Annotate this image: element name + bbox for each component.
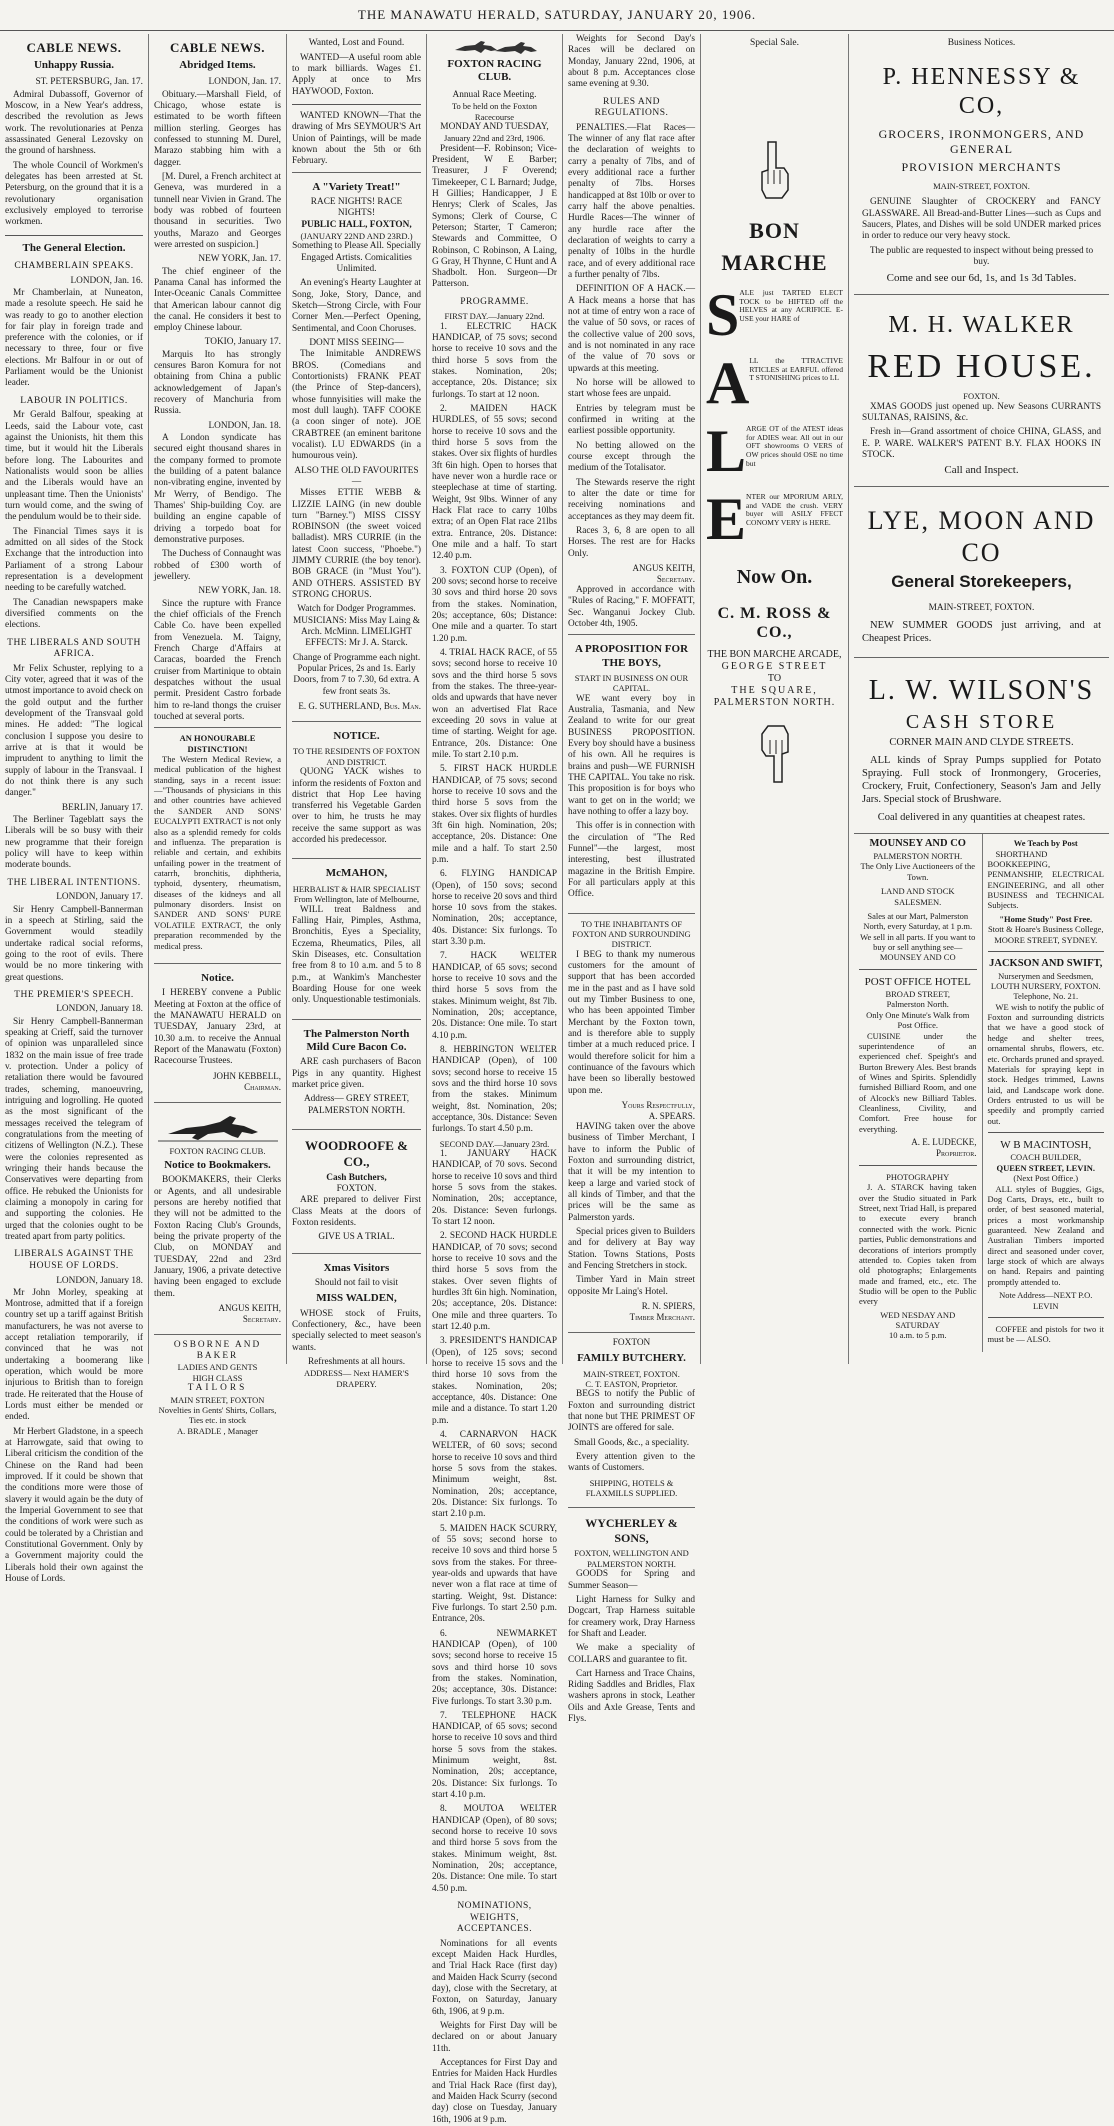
- macintosh-address: QUEEN STREET, LEVIN.: [996, 1162, 1096, 1173]
- lye-ad: [854, 486, 1109, 657]
- bacon-text: ARE cash purchasers of Bacon Pigs in any quantity. Highest market price given.: [292, 1057, 421, 1091]
- hennessy-address: MAIN-STREET, FOXTON.: [933, 180, 1030, 191]
- lye-text: NEW SUMMER GOODS just arriving, and at Cheapest Prices.: [862, 620, 1101, 645]
- rules-text: Entries by telegram must be confirmed in writing at the earliest possible opportunity.: [568, 403, 695, 437]
- article-text: The Financial Times says it is admitted on all sides of the Stock Exchange that the introduction into Parliament of a strong Labour representation is a development needing to be carefully watched.: [5, 526, 143, 594]
- cable-news-heading: CABLE NEWS.: [169, 40, 266, 55]
- macintosh-po: (Next Post Office.): [1013, 1173, 1079, 1184]
- article-text: Obituary.—Marshall Field, of Chicago, whose estate is estimated to be worth fifteen million sterling. Georges has confessed to stunning M. Durel, Marazo stabbing him with a dagger.: [154, 89, 281, 168]
- classified-text: WANTED—A useful room able to mark billiards. Wages £1. Apply at once to Mrs HAYWOOD, Foxton.: [292, 52, 421, 97]
- wilson-text: ALL kinds of Spray Pumps supplied for Potato Spraying. Full stock of Ironmongery, Groceries, Crockery, Fruit, Confectionery, Season's Jam and Jelly Jars. Special stock of Brushware.: [862, 755, 1101, 805]
- race-nights: RACE NIGHTS! RACE NIGHTS!: [310, 196, 403, 219]
- dateline: LONDON, January 17.: [56, 892, 143, 903]
- inhabitants-text: Timber Yard in Main street opposite Mr Laing's Hotel.: [568, 1275, 695, 1297]
- musicians: MUSICIANS: Miss May Laing & Arch. McMinn. LIMELIGHT EFFECTS: Mr J. A. Starck.: [292, 615, 421, 649]
- coffee-text: COFFEE and pistols for two it must be — ALSO.: [987, 1323, 1104, 1345]
- signature: A. SPEARS.: [648, 1110, 695, 1121]
- inhabitants-text: HAVING taken over the above business of Timber Merchant, I have to inform the Public of Foxton and surrounding district, that it will be my intention to keep a large and varied stock of all kinds of Timber, and that the prices will be the same as Palmerston yards.: [568, 1121, 695, 1223]
- pointing-hand-icon: [754, 140, 796, 200]
- walker-ad: [854, 294, 1109, 486]
- osborne-sub3: TAILORS: [187, 1383, 248, 1394]
- article-text: Sir Henry Campbell-Bannerman in a speech at Stirling, said the Government would steadily undertake radical social reforms, going to the root of evils. There would be no more tinkering with great questions.: [5, 904, 143, 983]
- column-7: [848, 34, 1114, 1364]
- inhabitants-text: I BEG to thank my numerous customers for the amount of support that has been accorded me in the past and as I have sold out my Timber Business to one, who has been appointed Timber Merchant by the Foxton town, and is therefore able to supply timber at a much reduced price. I would therefore solicit for him a continuance of the favours which have been so liberally bestowed upon me.: [568, 949, 695, 1096]
- dateline: NEW YORK, Jan. 17.: [198, 254, 281, 265]
- storekeepers: General Storekeepers,: [891, 572, 1072, 592]
- red-house: RED HOUSE.: [867, 347, 1096, 385]
- wilson-heading: L. W. WILSON'S: [868, 674, 1095, 706]
- hall-text: Something to Please All. Specially Engaged Artists. Comicalities Unlimited.: [292, 241, 421, 274]
- butchery-text: Small Goods, &c., a speciality.: [573, 1437, 690, 1448]
- old-favourites: ALSO THE OLD FAVOURITES—: [294, 465, 419, 487]
- hennessy-ad: [854, 53, 1109, 294]
- walker-text: Fresh in—Grand assortment of choice CHINA, GLASS, and E. P. WARE. WALKER'S PATENT B.Y. FLAX HOOKS IN STOCK.: [862, 427, 1101, 461]
- race: 7. HACK WELTER HANDICAP, of 65 sovs; second horse to receive 10 sovs and the third horse 5 sovs from the stakes. Minimum weight, 8st 7lb. Nomination, 20s; acceptance, 20s. Distance: One mile. To start 4.10 p.m.: [432, 951, 557, 1041]
- proposition-sub: START IN BUSINESS ON OUR CAPITAL.: [574, 673, 689, 694]
- variety-ad: [292, 172, 421, 718]
- article-text: Since the rupture with France the chief officials of the French Cable Co. have been expelled from Venezuela. M. Taigny, French Charge d'Affairs at Caracas, boarded the French cruiser from Martinique to obtain despatches without the usual permit. President Castro forbade him to re-land thongs the cruiser touched at several ports.: [154, 598, 281, 722]
- bacon-ad: [292, 1019, 421, 1125]
- hennessy-tables: Come and see our 6d, 1s, and 1s 3d Tables.: [886, 272, 1077, 285]
- mcmahon-heading: McMAHON,: [325, 867, 388, 880]
- jackson-text: WE wish to notify the public of Foxton and surrounding districts that we have a good stock of hedge and shelter trees, ornamental shrubs, flowers, etc. etc. Orchards pruned and sprayed. Materials for spraying kept in stock. Hedges trimmed, Lawns laid, and Landscape work done. Orders entrusted to us will be speedily and promptly carried out.: [987, 1001, 1104, 1126]
- xmas-text: WHOSE stock of Fruits, Confectionery, &c., have been specially selected to meet season's wants.: [292, 1308, 421, 1353]
- walker-place: FOXTON.: [963, 391, 1000, 402]
- cash-store: CASH STORE: [905, 711, 1058, 734]
- held: To be held on the Foxton Racecourse: [451, 101, 538, 122]
- race: 6. NEWMARKET HANDICAP (Open), of 100 sovs; second horse to receive 15 sovs and third horse 10 sovs from the stakes. Nomination, 20s; acceptance, 30s. Distance: Five furlongs. To start 3.30 p.m.: [432, 1628, 557, 1707]
- manager: E. G. SUTHERLAND, Bus. Man.: [298, 701, 421, 712]
- notice-ad: [154, 963, 281, 1098]
- column-2: [148, 34, 286, 1436]
- column-header: Wanted, Lost and Found.: [308, 38, 405, 48]
- article-text: Admiral Dubassoff, Governor of Moscow, in a New Year's address, described the revolution as Jews work. The revolutionaries at Penza assassinated General Lezovsky on the ground of harshness.: [5, 89, 143, 157]
- hotel-location: Palmerston North.: [886, 999, 949, 1010]
- race: 1. ELECTRIC HACK HANDICAP, of 75 sovs; second horse to receive 10 sovs and the third horse 5 sovs from the stakes. Nomination, 20s; acceptance, 20s. Distance; six furlongs. To start at 12 noon.: [432, 321, 557, 400]
- dont-miss: DONT MISS SEEING—: [309, 337, 404, 348]
- article-text: The Berliner Tageblatt says the Liberals will be so busy with their new programme that their foreign policy will have to keep within moderate bounds.: [5, 815, 143, 871]
- article-text: The Canadian newspapers make diversified comments on the elections.: [5, 597, 143, 631]
- notice-sub: TO THE RESIDENTS OF FOXTON AND DISTRICT.: [292, 746, 421, 767]
- hennessy-text: GENUINE Slaughter of CROCKERY and FANCY GLASSWARE. All Bread-and-Butter Lines—such as Cups and Saucers, Plates, and Dishes will be sold UNDER marked prices in order to reduce our very heavy stock.: [862, 197, 1101, 242]
- dates: MONDAY AND TUESDAY,: [440, 121, 549, 132]
- rules-text: DEFINITION OF A HACK.—A Hack means a horse that has not at time of entry won a race of the value of 50 sovs, or races of the collective value of 200 sovs, and is not nominated in any race of the value of 70 sovs or upwards at this meeting.: [568, 284, 695, 374]
- osborne-sub: LADIES AND GENTS: [177, 1362, 258, 1373]
- dateline: ST. PETERSBURG, Jan. 17.: [35, 77, 143, 88]
- wycherley-heading: WYCHERLEY & SONS,: [585, 1516, 678, 1545]
- macintosh-note: Note Address—NEXT P.O. LEVIN: [999, 1290, 1093, 1311]
- sale-l-text: ARGE OT of the ATEST ideas for ADIES wear. All out in our OFT showrooms O VERS of OW prices should OSE no time but: [746, 424, 843, 468]
- hotel-proprietor-title: Proprietor.: [936, 1148, 977, 1159]
- palmerston: PALMERSTON NORTH.: [713, 697, 836, 709]
- osborne-manager: A. BRADLE , Manager: [177, 1425, 258, 1436]
- signature: Timber Merchant.: [629, 1311, 695, 1322]
- bacon-heading: The Palmerston North Mild Cure Bacon Co.: [303, 1027, 410, 1053]
- chamberlain-subheading: CHAMBERLAIN SPEAKS.: [14, 260, 134, 271]
- butchery-proprietor: C. T. EASTON, Proprietor.: [585, 1378, 678, 1389]
- classified-text: WANTED KNOWN—That the drawing of Mrs SEYMOUR'S Art Union of Paintings, will be made known about the 5th or 6th February.: [292, 110, 421, 167]
- marche-heading: MARCHE: [721, 250, 828, 276]
- race: 4. CARNARVON HACK WELTER, of 60 sovs; second horse to receive 10 sovs and third horse 5 sovs from the stakes. Minimum weight, 8st. Nomination, 20s; acceptance, 20s. Distance: Six furlongs. To start 2.10 p.m.: [432, 1429, 557, 1520]
- race: 7. TELEPHONE HACK HANDICAP, of 65 sovs; second horse to receive 10 sovs and third horse 5 sovs from the stakes. Minimum weight, 8st. Nomination, 20s; acceptance, 20s. Distance: Six furlongs. To start 4.10 p.m.: [432, 1710, 557, 1801]
- grocers: GROCERS, IRONMONGERS, AND GENERAL: [878, 127, 1085, 156]
- dateline: TOKIO, January 17.: [204, 337, 281, 348]
- photo-heading: PHOTOGRAPHY: [886, 1172, 950, 1183]
- sale-letter-a: A: [706, 350, 750, 417]
- inhabitants-ad: [568, 913, 695, 1328]
- bookmakers-heading: Notice to Bookmakers.: [164, 1158, 271, 1171]
- officers: President—F. Robinson; Vice-President, W E Barber; Treasurer, J F Overend; Timekeeper, C L Barnard; Judge, H Gillies; Handicapper, J E Henrys; Clerk of Scales, Jas Symons; Clerk of Course, C Peterson; Starter, T Cameron; Stewards and Committee, O Robinson, C Robinson, A Laing, G Gray, H Thynne, C Hunt and A Shadbolt. Hon. Surgeon—Dr Patterson.: [432, 143, 557, 290]
- article-text: Mr Herbert Gladstone, in a speech at Harrowgate, said that owing to Liberal criticism the condition of the Chinese on the Rand had been improved. If it could be shown that the conditions more were those of slavery it would again be the duty of the Imperial Government to see that the conditions of work were such as could be tolerated by a Christian and Constitutional Government. Only by a Government majority could the Liberals hold their own against the House of Lords.: [5, 1426, 143, 1585]
- butchery-address: MAIN-STREET, FOXTON.: [583, 1368, 680, 1379]
- hall-name: PUBLIC HALL, FOXTON,: [301, 219, 412, 230]
- article-text: Marquis Ito has strongly censures Baron Komura for not obtaining from China a public acknowledgement of Japan's recovery of Manchuria from Russia.: [154, 349, 281, 417]
- column-4: [426, 34, 562, 2125]
- dateline: LONDON, January 18.: [56, 1004, 143, 1015]
- rules-text: PENALTIES.—Flat Races—The winner of any flat race after the declaration of weights to carry a penalty of 7lbs, and of every additional race a further penalty of 7lbs. Horses handicapped at 8st 10lb or over to carry half the above penalties. Hurdle Races—The winner of any hurdle race after the declaration of weights to carry a penalty of 10lbs in the hurdle race, and of every additional race a further penalty of 7lbs.: [568, 122, 695, 281]
- hotel-heading: POST OFFICE HOTEL: [864, 975, 971, 988]
- dateline: LONDON, Jan. 17.: [208, 77, 281, 88]
- bacon-address: Address— GREY STREET, PALMERSTON NORTH.: [303, 1094, 410, 1116]
- notice-text: QUONG YACK wishes to inform the residents of Foxton and district that Hop Lee having transferred his Vegetable Garden over to him, he trusts he may receive the same support as was accorded his predecessor.: [292, 767, 421, 846]
- xmas-heading: Xmas Visitors: [323, 1261, 390, 1274]
- signature-title: Secretary.: [242, 1313, 281, 1324]
- woodroofe-trial: GIVE US A TRIAL.: [318, 1232, 395, 1243]
- divider: [292, 104, 421, 105]
- xmas-address: ADDRESS— Next HAMER'S DRAPERY.: [304, 1368, 409, 1389]
- club-heading: FOXTON RACING CLUB.: [447, 58, 542, 84]
- article-text: Mr Felix Schuster, replying to a City voter, agreed that it was of the utmost importance to avoid check on the gold output and the further development of the Transvaal gold mines. He added: "The logical conclusion I suppose you desire to arrive at is that it would be imprudent to anything to limit the supply of labour in the Transvaal. I do not think there is any such danger.": [5, 663, 143, 799]
- abridged-subheading: Abridged Items.: [179, 58, 256, 71]
- provision: PROVISION MERCHANTS: [901, 160, 1062, 175]
- signature: ANGUS KEITH,: [218, 1302, 281, 1313]
- hennessy-note: The public are requested to inspect without being pressed to buy.: [869, 245, 1094, 267]
- osborne-title: OSBORNE AND BAKER: [173, 1339, 262, 1362]
- hall-text: An evening's Hearty Laughter at Song, Joke, Story, Dance, and Sketch—Strong Circle, with Four Corner Men.—Perfect Opening, Sentimental, and Coon Choruses.: [292, 278, 421, 334]
- signature: Yours Respectfully,: [621, 1099, 695, 1110]
- wycherley-text: We make a speciality of COLLARS and guarantee to fit.: [568, 1643, 695, 1665]
- wilson-ad: [854, 657, 1109, 833]
- hotel-proprietor: A. E. LUDECKE,: [911, 1137, 977, 1148]
- jackson-telephone: Telephone, No. 21.: [1013, 991, 1079, 1002]
- article-text: [M. Durel, a French architect at Geneva, was murdered in a tunnell near Vivien in Grand. The body was robbed of fourteen thousand in securities. Two youths, Marazo and Georges were arrested on suspicion.]: [154, 171, 281, 250]
- proposition-heading: A PROPOSITION FOR THE BOYS,: [574, 643, 689, 669]
- call-inspect: Call and Inspect.: [944, 464, 1019, 477]
- bookmakers-text: BOOKMAKERS, their Clerks or Agents, and all undesirable persons are hereby notified that they will not be admitted to the Foxton Racing Club's Grounds, being the private property of the Club, on MONDAY and TUESDAY, 22nd and 23rd January, 1906, a private detective having been engaged to exclude them.: [154, 1175, 281, 1299]
- column-3: [286, 34, 426, 1389]
- article-text: A London syndicate has secured eight thousand shares in the company formed to promote the building of a patent balance non-vibrating engine, invented by Mr Werry, of Bendigo. The Thames' Ship-building Coy. are building an engine capable of driving a torpedo boat for demonstrative purposes.: [154, 433, 281, 546]
- osborne-address: MAIN STREET, FOXTON: [170, 1394, 265, 1405]
- article-text: Mr John Morley, speaking at Montrose, admitted that if a foreign country set up a tariff against British manufacturers, he was not averse to accept retaliation temporarily, if convinced that he was not undertaking a boomerang like operation, which would be more injurious to British than to foreign trade. He reiterated that the House of Lords must either be mended or ended.: [5, 1287, 143, 1423]
- osborne-ad: [154, 1334, 281, 1441]
- butchery-text: Every attention given to the wants of Customers.: [568, 1451, 695, 1474]
- mcmahon-ad: [292, 858, 421, 1014]
- wycherley-items: Cart Harness and Trace Chains, Riding Saddles and Bridles, Flax washers aprons in stock, Leather Oils and Axle Grease, Tents and Flys.: [568, 1668, 695, 1725]
- column-6: [700, 34, 848, 1364]
- divider: [988, 1317, 1105, 1318]
- proposition-text: WE want every boy in Australia, Tasmania, and New Zealand to write for our great BUSINESS PROPOSITION. Every boy should have a business of his own. All he requires is brains and push—WE FURNISH THE CAPITAL. You take no risk. This proposition is for boys who want to get on in the world; we have nothing to offer a lazy boy.: [568, 693, 695, 817]
- divider: [859, 1165, 977, 1166]
- notice-ad: [292, 721, 421, 854]
- woodroofe-ad: [292, 1129, 421, 1249]
- inhabitants-heading: TO THE INHABITANTS OF FOXTON AND SURROUNDING DISTRICT.: [572, 918, 691, 950]
- column-1: [0, 34, 148, 1585]
- performers: The Inimitable ANDREWS BROS. (Comedians and Contortionists) FRANK PEAT (the Prince of Step-dancers), whose funnyisities will make the most dull laugh). TAFF COOKE (a coon singer of note). JOE CRABTREE (an eminent baritone vocalist). LU EDWARDS (in a humourous vein).: [292, 349, 421, 462]
- sale-a-text: LL the TTRACTIVE RTICLES at EARFUL offered T STONISHING prices to LL: [749, 356, 843, 383]
- bottom-ads: [854, 833, 1109, 1351]
- george-street: GEORGE STREET: [721, 660, 828, 672]
- shipping: SHIPPING, HOTELS & FLAXMILLS SUPPLIED.: [585, 1477, 678, 1498]
- bookmakers-ad: [154, 1102, 281, 1330]
- dateline: LONDON, Jan. 16.: [70, 275, 143, 286]
- honour-text: The Western Medical Review, a medical publication of the highest standing, says in a recent issue:—"Thousands of physicians in this and other countries have achieved the SANDER AND SONS' EUCALYPTI EXTRACT is not only also as a splendid remedy for colds and influenza. The preparation is reliable and certain, and exhibits unfailing power in the treatment of catarrh, bronchitis, diphtheria, typhoid, dysentery, rheumatism, diseases of the kidneys and all pulmonary disorders. Insist on SANDER AND SONS' PURE VOLATILE EXTRACT, the only preparation recommended by the medical press.: [154, 754, 281, 951]
- sale-letter-e: E: [706, 486, 747, 553]
- race: 8. HEBRINGTON WELTER HANDICAP (Open), of 100 sovs; second horse to receive 15 sovs and the third horse 10 sovs from the stakes. Minimum weight, 8st. Nomination, 20s; acceptance, 30s. Distance: Seven furlongs. To start 4.50 p.m.: [432, 1045, 557, 1135]
- programme-heading: PROGRAMME.: [460, 296, 529, 307]
- hall-dates: (JANUARY 22ND AND 23RD.): [300, 230, 413, 241]
- dateline: LONDON, Jan. 18.: [208, 420, 281, 431]
- hennessy-heading: P. HENNESSY & CO,: [882, 63, 1081, 119]
- race: 4. TRIAL HACK RACE, of 55 sovs; second horse to receive 10 sovs and the third horse 5 sovs from the stakes. The three-year-olds and upwards that have never won an advertised Flat Race exceeding 20 sovs in value at time of starting. Weight for age. Entrance, 20s. Distance: One mile. To start 2.10 p.m.: [432, 647, 557, 760]
- proposition-text: This offer is in connection with the circulation of "The Red Funnel"—the largest, most interesting, best illustrated magazine in the British Empire. For all particulars apply at this Office.: [568, 821, 695, 900]
- honour-ad: [154, 727, 281, 959]
- favourites: Misses ETTIE WEBB & LIZZIE LAING (in new double turn "Barney.") MISS CISSY ROBINSON (the sweet voiced balladist). MRS CURRIE (in the latest Coon success, "Phoebe.") JIMMY CURRIE (the boy tenor). BOB GRACE (in "Must You"). AND OTHERS. ASSISTED BY STRONG CHORUS.: [292, 488, 421, 601]
- divider: [859, 969, 977, 970]
- race: 1. JANUARY HACK HANDICAP, of 70 sovs. Second horse to receive 10 sovs and third horse 5 sovs from the stakes. Nomination, 20s; acceptance, 20s. Distance: Seven furlongs. To start 12 noon.: [432, 1149, 557, 1228]
- rules-heading: RULES AND REGULATIONS.: [594, 96, 669, 119]
- masthead: THE MANAWATU HERALD, SATURDAY, JANUARY 20, 1906.: [0, 0, 1114, 31]
- rules-text: Races 3, 6, 8 are open to all Horses. The rest are for Hacks Only.: [568, 525, 695, 559]
- coal: Coal delivered in any quantities at cheapest rates.: [877, 812, 1086, 824]
- lye-address: MAIN-STREET, FOXTON.: [928, 603, 1035, 614]
- article-text: Mr Chamberlain, at Nuneaton, made a resolute speech. He said he was ready to go to another election for fair play in foreign trade and preference with the colonies, or if necessary to three, four or five elections. Mr Balfour in or out of Parliament would be the Unionist leader.: [5, 287, 143, 389]
- macintosh-sub: COACH BUILDER,: [1010, 1152, 1082, 1163]
- ross-heading: C. M. ROSS & CO.,: [717, 604, 832, 642]
- xmas-refreshments: Refreshments at all hours.: [307, 1357, 406, 1368]
- rules-text: No horse will be allowed to start whose fees are unpaid.: [568, 378, 695, 400]
- xmas-name: MISS WALDEN,: [316, 1292, 397, 1305]
- sale-s-row: [706, 282, 843, 349]
- hotel-text: CUISINE under the superintendence of an experienced chef. Speight's and Burton Brewery Ales. Best brands of Wines and Spirits. Splendidly furnished Billiard Room, and one of Alcock's new Billiard Tables. Cleanliness, Civility, and Comfort. Free house for everything.: [859, 1030, 977, 1134]
- jackson-address: LOUTH NURSERY, FOXTON.: [990, 981, 1101, 992]
- jackson-heading: JACKSON AND SWIFT,: [989, 957, 1103, 969]
- weights-text: Weights for Second Day's Races will be declared on Monday, January 22nd, 1906, at about 8 p.m. Acceptances close same evening at 9.30.: [568, 34, 695, 90]
- sale-l-row: [706, 418, 843, 485]
- race: 8. MOUTOA WELTER HANDICAP (Open), of 80 sovs; second horse to receive 10 sovs and third horse 5 sovs from the stakes. Minimum weight, 8st. Nomination, 20s; acceptance, 20s. Distance: One mile. To start 4.50 p.m.: [432, 1804, 557, 1894]
- dateline: NEW YORK, Jan. 18.: [198, 586, 281, 597]
- sale-letter-s: S: [706, 282, 740, 349]
- meeting: Annual Race Meeting.: [452, 89, 537, 100]
- nominations-text: Weights for First Day will be declared on or about January 11th.: [432, 2021, 557, 2054]
- divider: [988, 1132, 1105, 1133]
- xmas-ad: [292, 1253, 421, 1395]
- election-heading: The General Election.: [22, 241, 126, 254]
- to: TO: [767, 673, 782, 685]
- rules-text: The Stewards reserve the right to alter the date or time for receiving nominations and acceptances as they may deem fit.: [568, 477, 695, 522]
- race: 6. FLYING HANDICAP (Open), of 150 sovs; second horse to receive 20 sovs and third horse 10 sovs from the stakes. Nomination, 20s; acceptance, 40s. Distance: Six furlongs. To start 3.30 p.m.: [432, 869, 557, 948]
- osborne-text: Novelties in Gents' Shirts, Collars, Ties etc. in stock: [158, 1404, 277, 1426]
- butchery-ad: [568, 1332, 695, 1503]
- lye-heading: LYE, MOON AND CO: [867, 505, 1096, 567]
- walker-text: XMAS GOODS just opened up. New Seasons CURRANTS SULTANAS, RAISINS, &c.: [862, 401, 1101, 424]
- sale-e-row: [706, 486, 843, 553]
- divider: [5, 235, 143, 236]
- article-text: Sir Henry Campbell-Bannerman speaking at Crieff, said the turnover of opinion was unparalleled since 1832 on the main issue of free trade v. protection. Under a policy of retaliation there would be favoured trades, scheming, manoeuvring, intriguing and logrolling. He quoted as the most significant of the messages received the telegram of congratulations from the meeting of citizens of Wellington (N.Z.). These were the colonies represented as wringing their hands because the Conservatives were departing from office. He rebuked the Unionists for claiming a monopoly in caring for and supporting the colonies. He urged that the colonies ought to be treated apart from party politics.: [5, 1016, 143, 1243]
- signature: ANGUS KEITH,: [632, 562, 695, 573]
- inhabitants-text: Special prices given to Builders and for delivery at Bay way Station. Towns Stations, Posts and Fencing Stretchers in stock.: [568, 1226, 695, 1271]
- notice-text: I HEREBY convene a Public Meeting at Foxton at the office of the MANAWATU HERALD on TUESDAY, January 23rd, at 10.30 a.m. to receive the Annual Report of the Manawatu (Foxton) Racecourse Trustees.: [154, 988, 281, 1067]
- mounsey-sell: We sell in all parts. If you want to buy or sell anything see—: [860, 931, 976, 952]
- rules-approved: Approved in accordance with "Rules of Racing," F. MOFFATT, Sec. Wanganui Jockey Club. October 4th, 1905.: [568, 584, 695, 629]
- proposition-ad: [568, 634, 695, 908]
- pointing-hand-icon: [754, 724, 796, 784]
- woodroofe-sub: Cash Butchers,: [326, 1172, 387, 1183]
- left-ads: [854, 834, 982, 1351]
- premier-heading: THE PREMIER'S SPEECH.: [14, 989, 134, 1000]
- woodroofe-place: FOXTON.: [336, 1184, 377, 1195]
- notice-heading: NOTICE.: [333, 730, 380, 743]
- sale-e-text: NTER our MPORIUM ARLY, and VADE the crush. VERY buyer will ASILY FFECT CONOMY VERY is HERE.: [746, 492, 843, 528]
- photo-text: J. A. STARCK having taken over the Studio situated in Park Street, next Triad Hall, is prepared to execute every branch connected with the work. Picnic parties, Public demonstrations and decorations of interiors promptly attended to. Copies taken from old photographs; Enlargements made and framed, etc., etc. The Studio will be open to the Public every: [859, 1182, 977, 1307]
- sale-letter-l: L: [706, 418, 747, 485]
- post-address: Stott & Hoare's Business College, MOORE STREET, SYDNEY.: [987, 924, 1104, 945]
- xmas-sub: Should not fail to visit: [314, 1278, 399, 1289]
- right-ads: [982, 834, 1110, 1351]
- day-heading: FIRST DAY.—January 22nd.: [444, 311, 545, 322]
- wilson-address: CORNER MAIN AND CLYDE STREETS.: [889, 736, 1074, 748]
- article-text: Mr Gerald Balfour, speaking at Leeds, said the Labour vote, cast against the Unionists, hit them this time, but it would hit the Liberals before long. The Labourites and Nationalists would soon be allies and the Liberals would have an unpleasant time. Then the Unionists' turn would come, and the swing of the pendulum would be to their side.: [5, 410, 143, 523]
- mounsey-sales: Sales at our Mart, Palmerston North, every Saturday, at 1 p.m.: [863, 910, 973, 932]
- bon-heading: BON: [749, 217, 800, 243]
- woodroofe-text: ARE prepared to deliver First Class Meats at the doors of Foxton residents.: [292, 1195, 421, 1229]
- russia-subheading: Unhappy Russia.: [33, 58, 115, 71]
- wycherley-ad: [568, 1507, 695, 1733]
- wycherley-text: GOODS for Spring and Summer Season—: [568, 1569, 695, 1591]
- sale-s-text: ALE just TARTED ELECT TOCK to be HIFTED off the HELVES at any ACRIFICE. E-USE your HARE of: [739, 288, 843, 324]
- photo-days: WED NESDAY AND SATURDAY: [880, 1309, 956, 1331]
- prices: Popular Prices, 2s and 1s. Early Doors, from 7 to 7.30, 6d extra. A few front seats 3s.: [293, 664, 420, 697]
- butchery-text: BEGS to notify the Public of Foxton and surrounding district that none but THE PRIMEST OF JOINTS are offered for sale.: [568, 1389, 695, 1434]
- mcmahon-text: WILL treat Baldness and Falling Hair, Pimples, Asthma, Bronchitis, Eyes a Speciality, Eczema, Rheumatics, Piles, all Skin Diseases, etc. Consultation free from 8 to 10 a.m. and 5 to 8 p.m., at Wankim's Manchester Boarding House for one week only. Unquestionable testimonials.: [292, 904, 421, 1006]
- sale-a-row: [706, 350, 843, 417]
- mounsey-location: PALMERSTON NORTH.: [873, 851, 963, 862]
- dodger-note: Watch for Dodger Programmes.: [297, 604, 416, 615]
- column-5: [562, 34, 700, 1725]
- butchery-heading: FAMILY BUTCHERY.: [577, 1352, 686, 1365]
- honour-heading: AN HONOURABLE DISTINCTION!: [179, 733, 256, 754]
- race: 5. FIRST HACK HURDLE HANDICAP, of 75 sovs; second horse to receive 10 sovs and the third horse 5 sovs from the stakes. Over six flights of hurdles 3ft 6in high. Nomination, 20s; acceptance, 20s. Distance: One mile and a half. To start 2.50 p.m.: [432, 764, 557, 865]
- osborne-sub2: HIGH CLASS: [192, 1372, 243, 1383]
- mounsey-land: LAND AND STOCK SALESMEN.: [880, 886, 955, 907]
- signature-title: Secretary.: [656, 573, 695, 584]
- racehorse-icon: [158, 1110, 278, 1144]
- race: 2. MAIDEN HACK HURDLES, of 55 sovs; second horse to receive 10 sovs and the third horse 5 sovs from the stakes. Over six flights of hurdles 3ft 6in high. Open to horses that have never won a hurdle race or steeplechase at time of starting. Weight, 9st 9lbs. Winner of any Hack Flat race to carry 10lbs extra; of an Open Flat race 21lbs extra. Entrance, 20s. Distance: One mile and a half. To start 12.40 p.m.: [432, 404, 557, 562]
- race: 2. SECOND HACK HURDLE HANDICAP, of 70 sovs; second horse to receive 10 sovs and the third horse 5 sovs from the stakes. Over seven flights of hurdles 3ft 6in high. Nomination, 20s; acceptance, 20s. Distance: One mile and three quarters. To start 12.40 p.m.: [432, 1231, 557, 1332]
- arcade: THE BON MARCHE ARCADE,: [707, 648, 842, 660]
- divider: [988, 951, 1105, 952]
- walker-heading: M. H. WALKER: [888, 311, 1075, 338]
- square: THE SQUARE,: [731, 685, 818, 697]
- butchery-pre: FOXTON: [612, 1337, 651, 1348]
- nominations-text: Nominations for all events except Maiden Hack Hurdles, and Trial Hack Race (first day) and Maiden Hack Scurry (second day), close with the Secretary, at Foxton, on Saturday, January 6th, 1906, at 9 p.m.: [432, 1938, 557, 2017]
- jackson-sub: Nurserymen and Seedsmen,: [998, 970, 1094, 981]
- day-heading: SECOND DAY.—January 23rd.: [439, 1138, 550, 1149]
- intentions-heading: THE LIBERAL INTENTIONS.: [7, 877, 141, 888]
- macintosh-text: ALL styles of Buggies, Gigs, Dog Carts, Drays, etc., built to order, of best seasoned material, prices a most workmanship guaranteed. New Zealand and Australian Timbers imported direct and seasoned under cover, large stock of which are always on hand. Repairs and painting promptly attended to.: [987, 1183, 1104, 1287]
- wycherley-items: Light Harness for Sulky and Dogcart, Trap Harness suitable for creamery work, Dray Harness for Shaft and Leader.: [568, 1594, 695, 1639]
- nominations-text: Acceptances for First Day and Entries for Maiden Hack Hurdles and Trial Hack Race (first day), and Maiden Hack Scurry (second day) close on Tuesday, January 16th, 1906 at 9 p.m.: [432, 2058, 557, 2125]
- dateline: LONDON, January 18.: [56, 1275, 143, 1286]
- rules-text: No betting allowed on the course except through the medium of the Totalisator.: [568, 440, 695, 474]
- mounsey-text: The Only Live Auctioneers of the Town.: [860, 861, 975, 882]
- racehorses-illustration-icon: [435, 36, 555, 56]
- post-text: SHORTHAND BOOKKEEPING, PENMANSHIP, ELECTRICAL ENGINEERING, and all other BUSINESS and TECHNICAL Subjects.: [987, 848, 1104, 911]
- article-text: The chief engineer of the Panama Canal has informed the Inter-Oceanic Canals Committee that American labour cannot dig the canal. He considers it best to employ Chinese labour.: [154, 266, 281, 334]
- hotel-text: Only One Minute's Walk from Post Office.: [866, 1009, 970, 1031]
- lords-heading: LIBERALS AGAINST THE HOUSE OF LORDS.: [14, 1249, 134, 1271]
- macintosh-heading: W B MACINTOSH,: [1000, 1139, 1092, 1152]
- signature-title: Chairman.: [244, 1081, 281, 1092]
- hotel-street: BROAD STREET,: [885, 989, 951, 1000]
- post-quote: "Home Study" Post Free.: [999, 913, 1093, 924]
- race: 5. MAIDEN HACK SCURRY, of 55 sovs; second horse to receive 10 sovs and third horse 5 sovs from the stakes. For three-year-olds and upwards that have never won a flat race at time of starting. Weight, 9st. Distance: Five furlongs. To start 2.50 p.m. Entrance, 20s.: [432, 1523, 557, 1625]
- notice-heading: Notice.: [201, 971, 234, 984]
- cable-news-heading: CABLE NEWS.: [26, 40, 122, 55]
- article-text: The whole Council of Workmen's delegates has been arrested at St. Petersburg, on the ground that it is a revolutionary organisation exclusively employed to terrorise workmen.: [5, 160, 143, 228]
- mcmahon-sub: HERBALIST & HAIR SPECIALIST From Wellington, late of Melbourne,: [292, 883, 421, 905]
- woodroofe-heading: WOODROOFE & CO.,: [305, 1138, 408, 1169]
- column-header: Business Notices.: [947, 38, 1016, 48]
- signature: JOHN KEBBELL,: [213, 1070, 281, 1081]
- club-name: FOXTON RACING CLUB.: [169, 1145, 266, 1156]
- now-on: Now On.: [736, 566, 813, 589]
- article-text: The Duchess of Connaught was robbed of £300 worth of jewellery.: [154, 549, 281, 583]
- mounsey-heading: MOUNSEY AND CO: [869, 838, 966, 850]
- column-header: Special Sale.: [749, 38, 800, 48]
- nominations-heading: NOMINATIONS, WEIGHTS, ACCEPTANCES.: [456, 1901, 533, 1935]
- wycherley-sub: FOXTON, WELLINGTON AND PALMERSTON NORTH.: [574, 1548, 689, 1569]
- dateline: BERLIN, January 17.: [61, 802, 143, 813]
- dates-2: January 22nd and 23rd, 1906.: [443, 133, 546, 144]
- labour-heading: LABOUR IN POLITICS.: [20, 395, 128, 406]
- variety-heading: A "Variety Treat!": [312, 180, 401, 193]
- race: 3. PRESIDENT'S HANDICAP (Open), of 125 sovs; second horse to receive 15 sovs and the third horse 10 sovs from the stakes. Nomination, 20s; acceptance, 40s. Distance: One mile and a distance. To start 1.20 p.m.: [432, 1336, 557, 1426]
- signature: R. N. SPIERS,: [641, 1300, 695, 1311]
- liberals-heading: THE LIBERALS AND SOUTH AFRICA.: [7, 637, 141, 660]
- post-heading: We Teach by Post: [1013, 838, 1078, 849]
- mounsey-signature: MOUNSEY AND CO: [879, 952, 956, 963]
- race: 3. FOXTON CUP (Open), of 200 sovs; second horse to receive 30 sovs and third horse 20 sovs from the stakes. Nomination, 20s; acceptance, 60s; Distance: One mile and a quarter. To start 1.20 p.m.: [432, 565, 557, 644]
- change-note: Change of Programme each night.: [292, 652, 421, 663]
- photo-time: 10 a.m. to 5 p.m.: [888, 1330, 947, 1341]
